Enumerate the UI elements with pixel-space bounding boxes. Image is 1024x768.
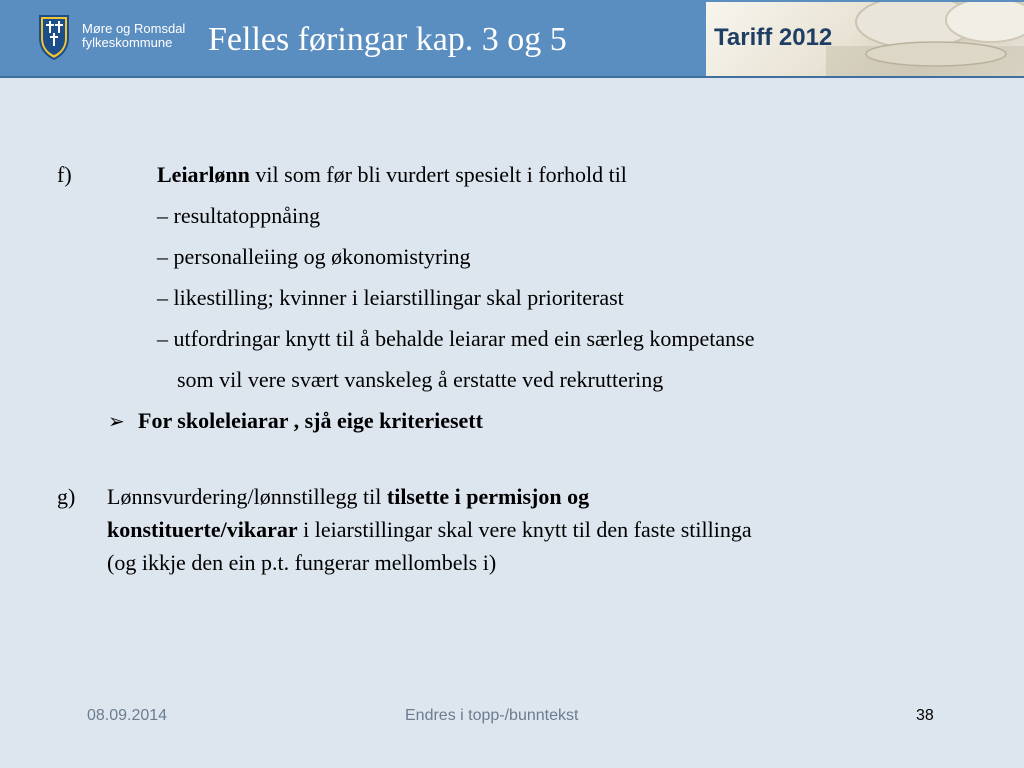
item-g-line-1-plain: Lønnsvurdering/lønnstillegg til: [107, 484, 387, 509]
item-f-subitem-1: – resultatoppnåing: [157, 203, 321, 228]
slide-title: Felles føringar kap. 3 og 5: [208, 21, 567, 58]
item-g-line-2: [107, 517, 752, 543]
item-g-line-1: [107, 484, 589, 510]
item-g-marker: g): [57, 484, 76, 509]
org-name-line1: Møre og Romsdal: [82, 21, 186, 36]
item-f-bold-term: Leiarlønn: [157, 162, 250, 187]
item-g-line-1-bold: tilsette i permisjon og: [386, 484, 590, 509]
county-coat-of-arms-icon: [38, 14, 70, 60]
item-g-line-2-bold: konstituerte/vikarar: [107, 517, 298, 542]
item-f-marker: f): [57, 162, 72, 187]
item-f-subitem-4-continuation: som vil vere svært vanskeleg å erstatte ved rekruttering: [177, 367, 664, 392]
item-g-line-3: (og ikkje den ein p.t. fungerar mellombels i): [107, 550, 497, 575]
item-f-heading-rest: vil som før bli vurdert spesielt i forhold til: [249, 162, 627, 187]
item-g-line-2-plain: i leiarstillingar skal vere knytt til den faste stillinga: [297, 517, 752, 542]
arrow-bullet-icon: ➢: [108, 411, 125, 433]
footer-page-number: 38: [916, 707, 934, 724]
organization-name: [82, 22, 185, 50]
school-leaders-bullet: For skoleleiarar , sjå eige kriteriesett: [138, 408, 483, 433]
item-f-subitem-4: – utfordringar knytt til å behalde leiarar med ein særleg kompetanse: [157, 326, 755, 351]
item-f-subitem-2: – personalleiing og økonomistyring: [157, 244, 471, 269]
header-divider: [0, 76, 1024, 78]
tariff-banner: [706, 2, 1024, 76]
item-f-heading: [157, 162, 627, 188]
item-f-subitem-3: – likestilling; kvinner i leiarstillingar skal prioriterast: [157, 285, 624, 310]
footer-date: 08.09.2014: [87, 707, 168, 724]
tariff-label: Tariff 2012: [714, 24, 833, 51]
org-name-line2: fylkeskommune: [82, 35, 173, 50]
footer-text: Endres i topp-/bunntekst: [405, 707, 579, 724]
